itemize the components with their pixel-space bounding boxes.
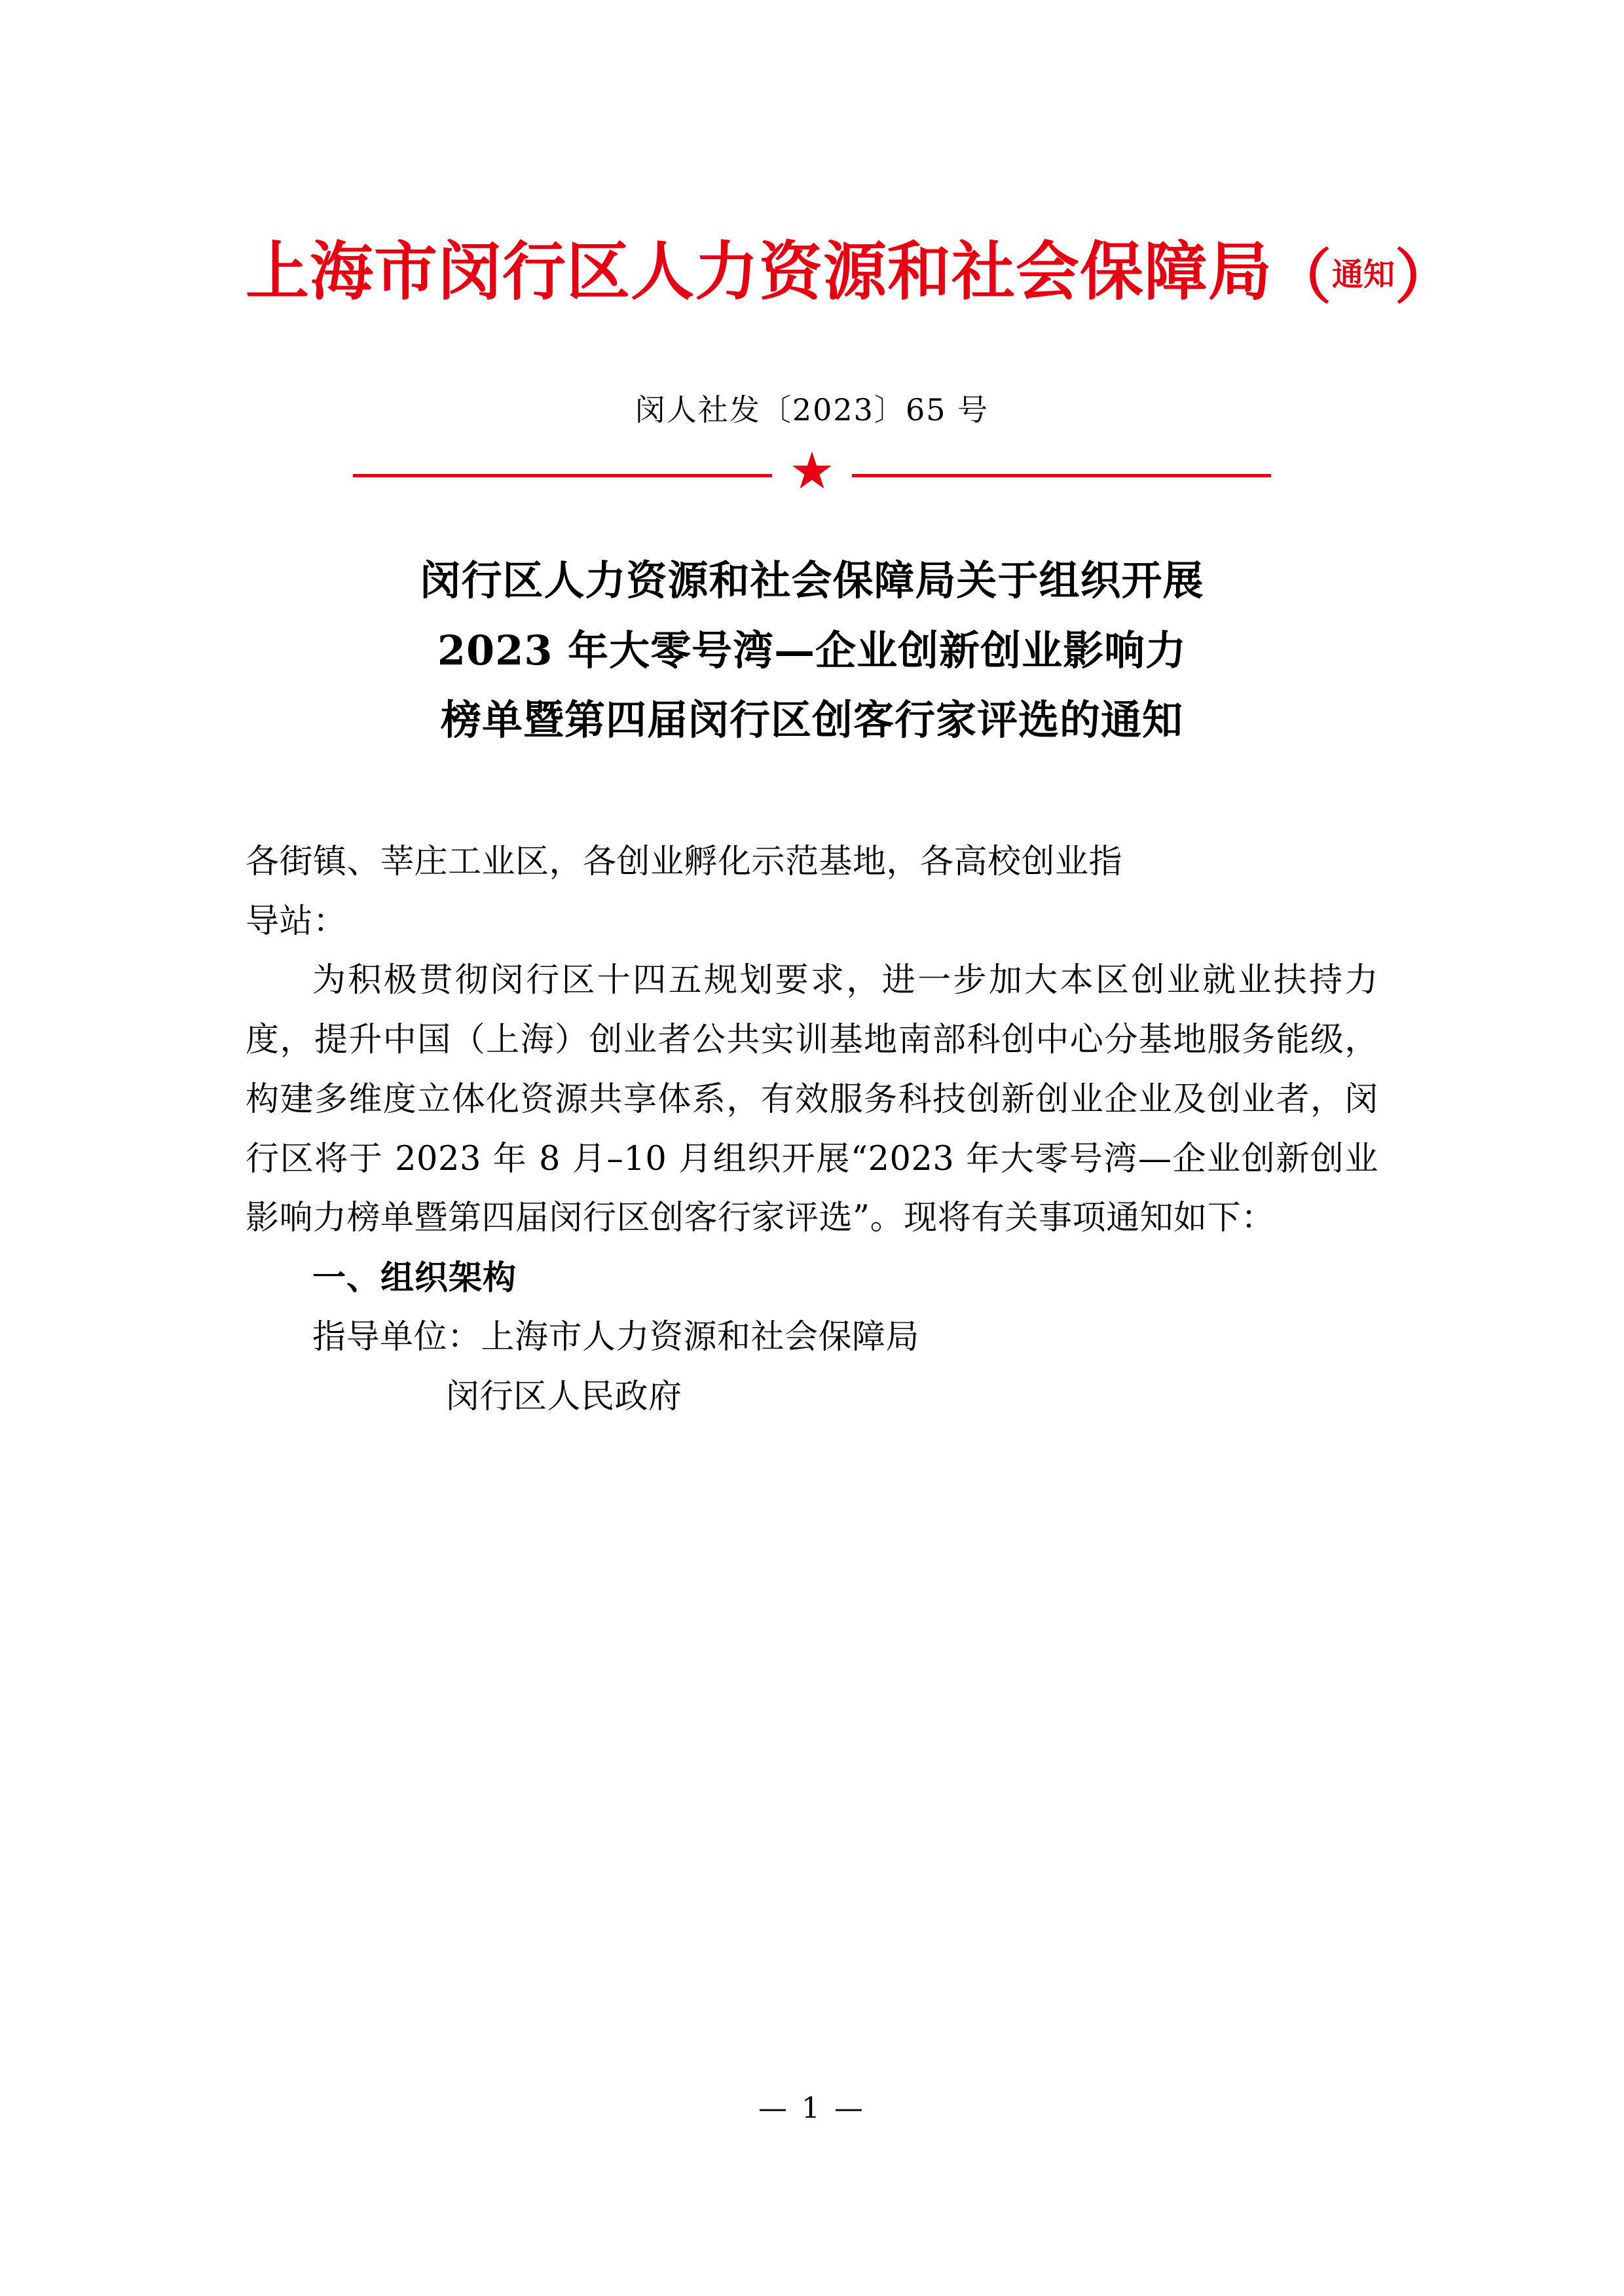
masthead-paren-close: ） (1395, 242, 1455, 312)
star-icon: ★ (789, 442, 835, 501)
document-number: 闵人社发〔2023〕65 号 (635, 392, 989, 428)
divider-line-left (353, 474, 772, 477)
red-divider (246, 442, 1378, 501)
page-title-line-1: 闵行区人力资源和社会保障局关于组织开展 (420, 556, 1204, 604)
section-1-line-2: 闵行区人民政府 (446, 1377, 682, 1416)
page-title-line-2: 2023 年大零号湾—企业创新创业影响力 (437, 626, 1187, 674)
masthead-doc-type: 通知 (1332, 256, 1395, 293)
body-paragraph-1: 为积极贯彻闵行区十四五规划要求，进一步加大本区创业就业扶持力度，提升中国（上海）创业者公共实训基地南部科创中心分基地服务能级，构建多维度立体化资源共享体系，有效服务科技创新创业企业及创业者，闵行区将于 2023 年 8 月–10 月组织开展“2023 年大零号湾—企业创新创业影响力榜单暨第四届闵行区创客行家评选”。现将有关事项通知如下： (246, 961, 1378, 1238)
masthead-title: 上海市闵行区人力资源和社会保障局 (246, 234, 1272, 309)
section-heading-1: 一、组织架构 (312, 1258, 517, 1298)
page-title-line-3: 榜单暨第四届闵行区创客行家评选的通知 (440, 696, 1183, 744)
page-number: — 1 — (758, 2092, 866, 2125)
masthead (246, 229, 1455, 314)
page-title (246, 546, 1378, 756)
masthead-paren-open: （ (1272, 242, 1332, 312)
document-content (246, 0, 1455, 1427)
salutation-line-1: 各街镇、莘庄工业区，各创业孵化示范基地，各高校创业指 (246, 842, 1123, 881)
section-1-line-1: 指导单位：上海市人力资源和社会保障局 (312, 1318, 920, 1357)
divider-line-right (852, 474, 1271, 477)
salutation-line-2: 导站： (246, 902, 347, 941)
document-body (246, 833, 1378, 1427)
